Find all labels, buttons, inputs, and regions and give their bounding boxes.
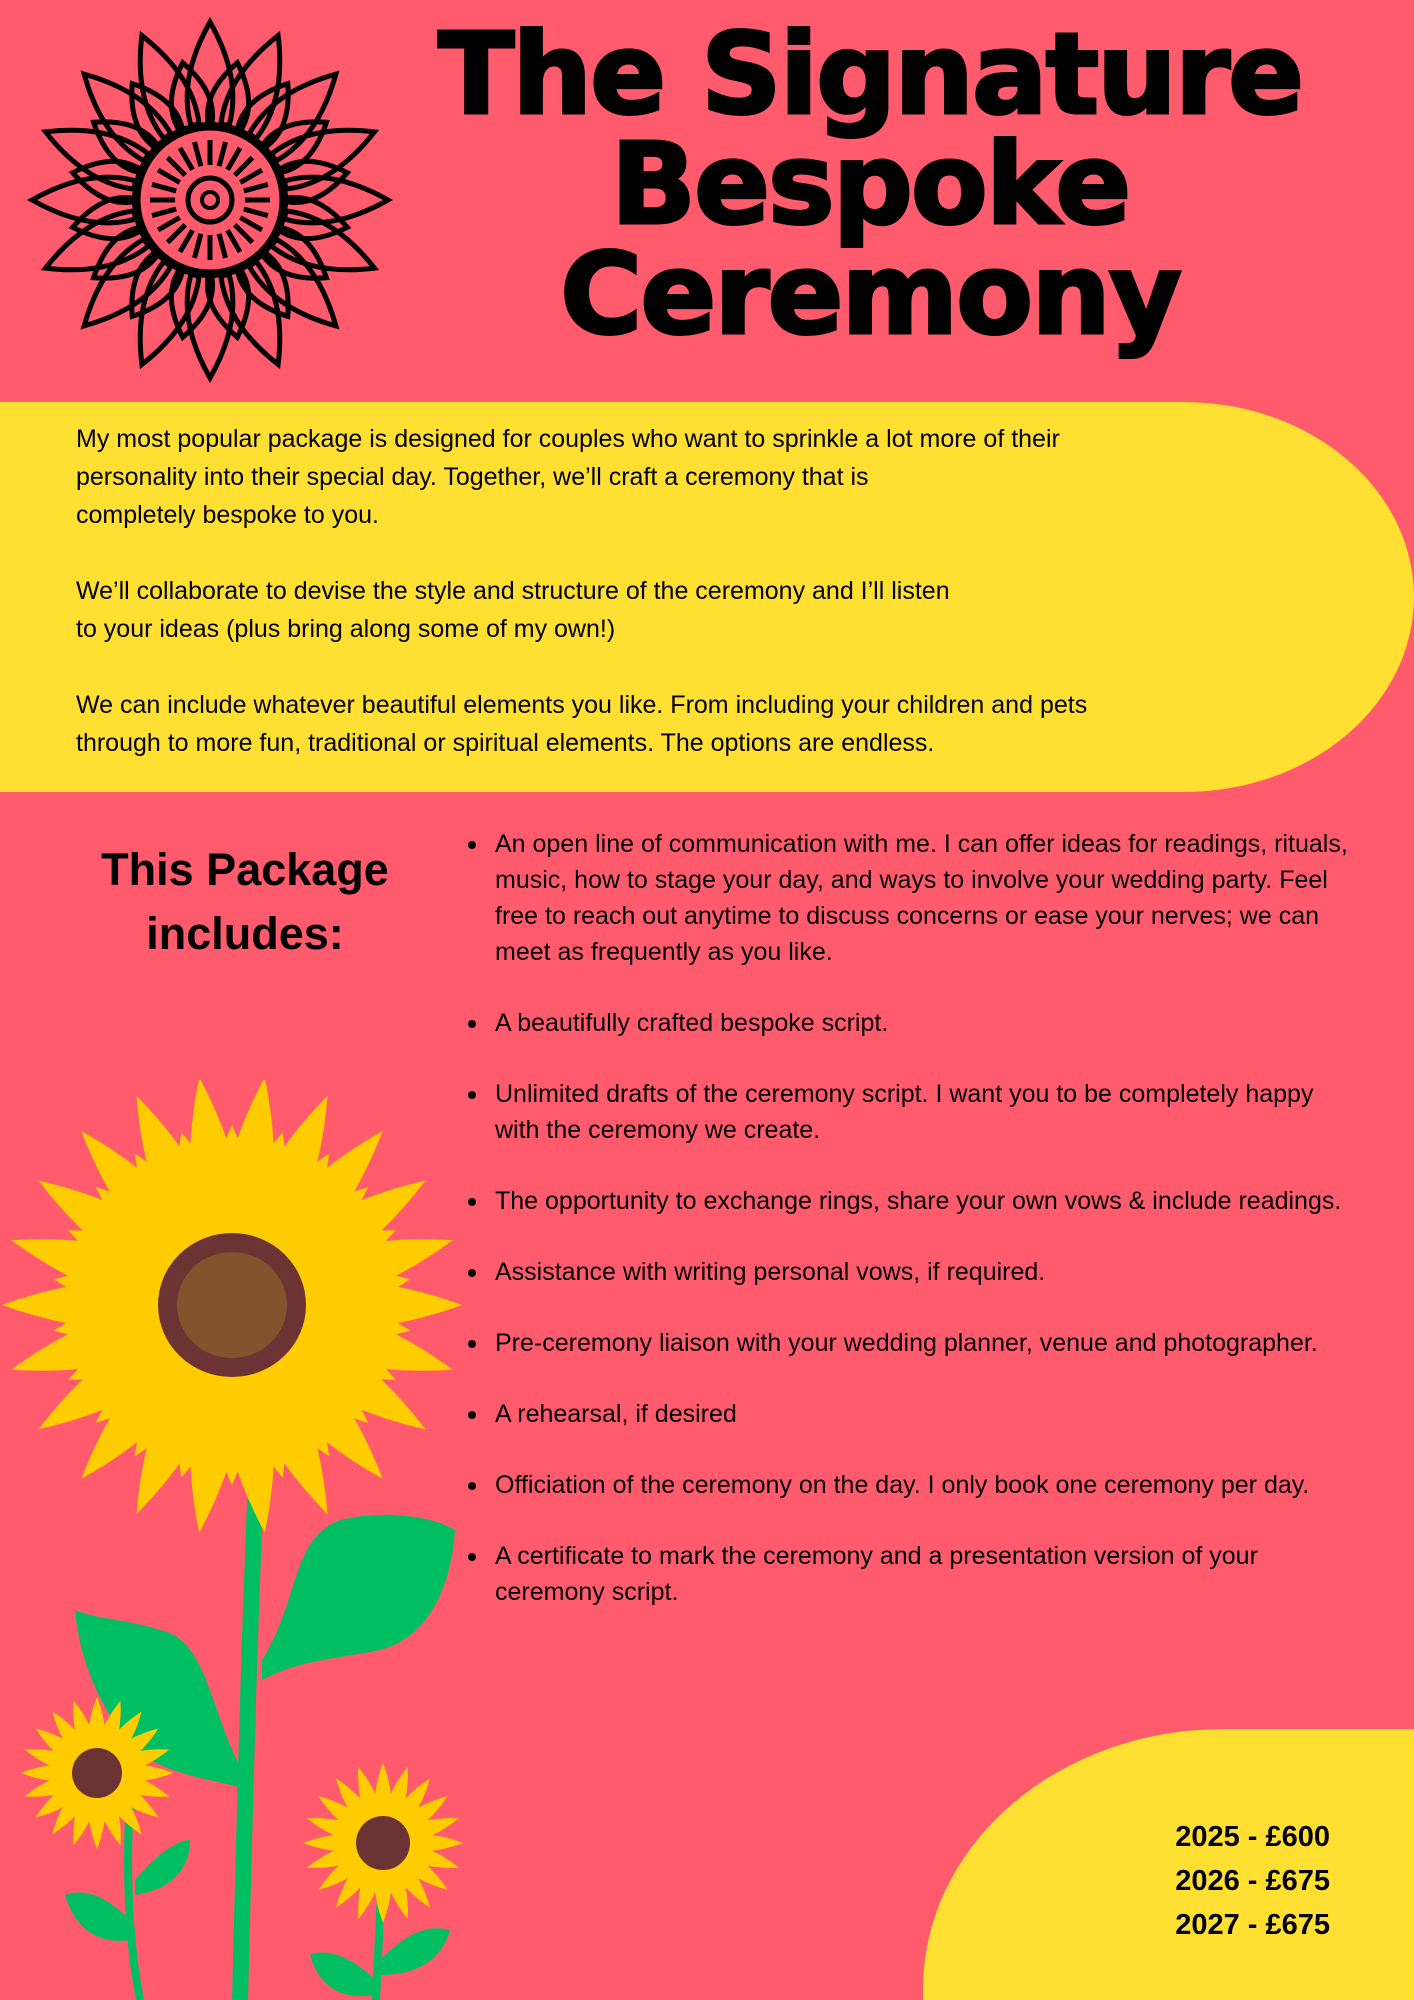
tick [194,142,200,166]
tick [168,158,186,176]
tick [180,230,193,252]
tick [158,170,180,183]
tick [152,209,176,215]
price-list [1000,1815,1330,1947]
page-title [400,10,1340,360]
tick [158,218,180,231]
includes-list [468,826,1348,1645]
includes-heading [60,838,430,966]
list-item: A certificate to mark the ceremony and a presentation version of your ceremony script. [468,1538,1348,1610]
tick [240,218,262,231]
title-line: Ceremony [560,230,1180,360]
intro-paragraph: My most popular package is designed for couples who want to sprinkle a lot more of their personality into their special day. Together, we’ll craft a ceremony that is completely bespoke to you. [76,425,1060,529]
tick [244,209,268,215]
price-2026: 2026 - £675 [1175,1865,1330,1897]
price-2027: 2027 - £675 [1175,1909,1330,1941]
tick [180,148,193,170]
tick [244,184,268,190]
list-item: Pre-ceremony liaison with your wedding planner, venue and photographer. [468,1325,1348,1361]
list-item: A beautifully crafted bespoke script. [468,1005,1348,1041]
tick [194,234,200,258]
title-line: Bespoke [610,120,1130,250]
tick [219,234,225,258]
list-item: Assistance with writing personal vows, if required. [468,1254,1348,1290]
tick [219,142,225,166]
list-item: Unlimited drafts of the ceremony script. I want you to be completely happy with the ceremony we create. [468,1076,1348,1148]
list-item: The opportunity to exchange rings, share your own vows & include readings. [468,1183,1348,1219]
intro-text [76,420,1306,800]
sunflower-illustration [0,1080,470,2000]
tick [228,230,241,252]
price-2025: 2025 - £600 [1175,1821,1330,1853]
heading-line: includes: [146,908,344,959]
sunflower-outline-icon [20,15,400,385]
tick [152,184,176,190]
list-item: An open line of communication with me. I can offer ideas for readings, rituals, music, how to stage your day, and ways to involve your wedding party. Feel free to reach out anytime to discuss concerns or ease your nerves; we can meet as frequently as you like. [468,826,1348,970]
tick [235,225,253,243]
tick [235,158,253,176]
list-item: Officiation of the ceremony on the day. I only book one ceremony per day. [468,1467,1348,1503]
tick [228,148,241,170]
title-line: The Signature [437,10,1303,140]
heading-line: This Package [101,844,389,895]
list-item: A rehearsal, if desired [468,1396,1348,1432]
tick [168,225,186,243]
tick [240,170,262,183]
intro-paragraph: We can include whatever beautiful elements you like. From including your children and pets through to more fun, traditional or spiritual elements. The options are endless. [76,691,1088,757]
intro-paragraph: We’ll collaborate to devise the style and structure of the ceremony and I’ll listen to your ideas (plus bring along some of my own!) [76,577,950,643]
